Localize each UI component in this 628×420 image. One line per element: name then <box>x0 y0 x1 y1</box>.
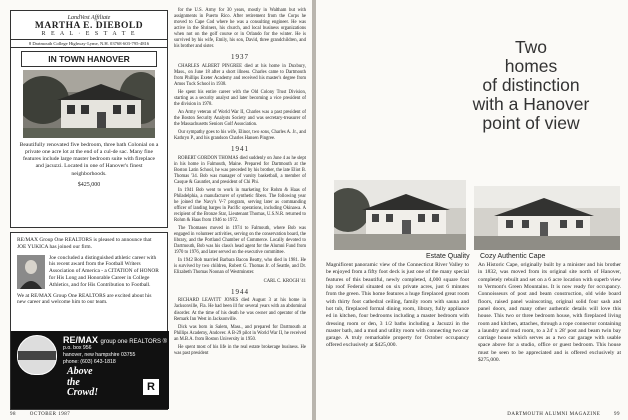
realtor-mark: R <box>143 379 159 395</box>
remax-logo-line <box>63 335 169 345</box>
remax-intro: RE/MAX Group One REALTORS is pleased to announce that JOE YUKICA has joined our firm. <box>17 237 152 250</box>
slogan-line: Crowd! <box>67 387 99 398</box>
cape-heading: Cozy Authentic Cape <box>480 253 546 260</box>
slogan-line: Above <box>67 366 93 377</box>
remax-phone: phone: (603) 643-1818 <box>63 358 116 365</box>
remax-slogan <box>67 367 98 399</box>
diebold-real-estate-ad <box>10 10 168 228</box>
remax-po-box: p.o. box 956 <box>63 345 92 351</box>
colonial-house-photo <box>23 70 155 138</box>
obituary-paragraph: RICHARD LEAVITT JONES died August 3 at his home in Jacksonville, Fla. He had been ill for several years with an abdominal disorder. At the time of his death he was owner and operator of the Remark Inn West in Jacksonville. <box>174 298 306 322</box>
ad-brand-name: MARTHA E. DIEBOLD <box>34 21 144 31</box>
class-year-heading: 1944 <box>231 287 249 296</box>
page-number: 98 <box>10 412 16 417</box>
headline-line: Two <box>514 37 548 57</box>
ad-banner: IN TOWN HANOVER <box>21 51 157 67</box>
obituary-paragraph: for the U.S. Army for 30 years, mostly in Waltham but with assignments in Puerto Rico. After retirement from the Corps he moved to Cape Cod where he was a consulting engineer. He was active in the Shriners, his church, and local business organizations when not on the golf course or in Orlando for the winter. He is survived by his wife, Emily, his son, David, three grandchildren, and his brother and sister. <box>174 8 306 50</box>
issue-date: OCTOBER 1987 <box>29 412 71 417</box>
slogan-line: the <box>67 376 80 388</box>
class-year-heading: 1941 <box>231 145 249 154</box>
estate-house-illustration <box>334 180 466 250</box>
obituary-paragraph: The Thomases moved in 1974 to Falmouth, where Bob was engaged in volunteer activities, serving on the conservation board, the library, and the Portland Chamber of Commerce. Locally devoted to Dartmouth, Bob was his class's head agent for the Alumni Fund from 1970 to 1976, and later served on the executive committee. <box>174 226 306 256</box>
right-page <box>316 0 628 420</box>
right-folio <box>507 412 620 417</box>
cape-house-photo <box>474 186 620 250</box>
remax-logo-panel <box>11 331 169 409</box>
estate-heading: Estate Quality <box>426 253 470 260</box>
remax-ad <box>10 232 168 410</box>
remax-logo-tail: group one REALTORS ® <box>100 339 168 345</box>
obituary-paragraph: He spent most of his life in the real estate brokerage business. He was past president <box>174 344 306 356</box>
ad-brand-subtitle: R E A L · E S T A T E <box>41 31 137 37</box>
magazine-name: DARTMOUTH ALUMNI MAGAZINE <box>507 412 601 417</box>
obituary-paragraph: He spent his entire career with the Old Colony Trust Division, starting as a security analyst and later becoming a vice president of the division in 1978. <box>174 90 306 108</box>
ad-listing-text: Beautifully renovated five bedroom, three bath Colonial on a private one acre lot at the end of a cul-de sac. Many fine features include large master bedroom suite with fireplace and jacuzzi. Located in one of Hanover's finest neighborhoods. <box>19 142 159 177</box>
obituary-paragraph: Dick was born in Salem, Mass., and prepared for Dartmouth at Phillips Academy, Andover. A B-29 pilot in World War II, he received an M.B.A. from Boston University in 1950. <box>174 324 306 342</box>
class-year-heading: 1937 <box>231 53 249 62</box>
left-folio <box>10 412 82 417</box>
obituary-paragraph: An Army veteran of World War II, Charles was a past president of the Boston Security Analysts Society and was secretary-treasurer of the Massachusetts Seniors Golf Association. <box>174 110 306 128</box>
remax-bio: Joe concluded a distinguished athletic career with his recent award from the Football Writers Association of America - a CITATION of HONOR for His Long and Honorable Career in College Athletics, and for His Contribution to Football. <box>49 254 159 288</box>
obituary-paragraph: CHARLES ALBERT PINGREE died at his home in Duxbury, Mass., on June 18 after a short illness. Charles came to Dartmouth from Phillips Exeter Academy and received his master's degree from Amos Tuck School in 1938. <box>174 64 306 88</box>
note-signature: CARL C. KROGH '41 <box>263 278 306 284</box>
ad-address: 8 Dartmouth College Highway·Lyme, N.H. 03768·603-795-4816 <box>11 39 167 48</box>
headline-line: of distinction <box>482 74 580 95</box>
headline-line: homes <box>504 55 558 76</box>
house-illustration <box>23 70 155 138</box>
obituary-paragraph: In 1941 Bob went to work in marketing for Rohm & Haas of Philadelphia, a manufacturer of synthetic fibers. The following year he joined the Navy's V-7 program, serving later as commanding officer of landing barges in Pacific operations, including Okinawa. A recipient of the Bronze Star, Lieutenant Thomas, U.S.N.R. returned to Rohm & Haas from 1946 to 1972. <box>174 188 306 224</box>
estate-description: Magnificent panoramic view of the Connecticut River Valley to be enjoyed from a fifty foot deck is just one of the many special features of this beautiful, newly completed, 4,000 square foot hip roof Federal situated on six private acres, just 6 minutes from the green. This home features a huge fireplaced great room with thirty foot cathedral ceiling, family room with sauna and hot tub, fireplaced formal dining room, library, fully appliance ed in kitchen, four bedrooms including a master bedroom with dressing room or den, 3 1/2 baths including a Jacuzzi in the master bath, and a mud and utility room with connecting two car garage. A truly remarkable property for October occupancy offered exclusively at $425,000. <box>326 262 469 349</box>
headline-line: point of view <box>482 112 580 133</box>
remax-bio-block <box>17 255 161 289</box>
obituary-paragraph: In 1942 Bob married Barbara Bacon Beatty, who died in 1981. He is survived by two children, Robert G. Thomas Jr. of Seattle, and Dr. Elizabeth Thomas Noonan of Westminster. <box>174 258 306 276</box>
ad-affiliate-line: LandVest Affiliate <box>67 15 111 21</box>
joe-yukica-portrait <box>17 255 45 289</box>
remax-city: hanover, new hampshire 03755 <box>63 351 136 358</box>
class-notes-column <box>174 8 306 359</box>
headline-line: with a Hanover <box>472 93 590 114</box>
remax-logo: RE/MAX <box>63 335 99 345</box>
page-number: 99 <box>614 412 620 417</box>
feature-headline <box>441 38 621 132</box>
remax-welcome: We at RE/MAX Group One REALTORS are excited about his new career and welcome him to our team. <box>17 292 152 306</box>
obituary-paragraph: Our sympathy goes to his wife, Elinor, two sons, Charles A. Jr., and Kathryn P., and his grandson Charles Hansen Pingree. <box>174 130 306 142</box>
obituary-paragraph: ROBERT GORDON THOMAS died suddenly on June 4 as he slept in his home in Falmouth, Maine. Prepared for Dartmouth at the Boston Latin School, he was preceded by his brother, the late Eliot B. Thomas '34. Bob was manager of varsity basketball, a member of Casque & Gauntlet, and president of Chi Phi. <box>174 156 306 186</box>
hot-air-balloon-icon <box>17 335 57 375</box>
left-page <box>0 0 312 420</box>
cape-house-illustration <box>474 186 620 250</box>
cape-description: An Historic Cape, originally built by a minister and his brother in 1832, was moved from its original site north of Hanover, completely rebuilt and set on a 6 acre location with superb view to Vermont's Green Mountains. It is now ready for occupancy. Connoisseurs of post and beam construction, old wide board floors, raised panel wainscoting, original solid four sash and panel doors, and many other authentic details will love this house. This two or three bedroom house, with fireplaced living room and kitchen, attaches, through a rope connector containing a laundry and mud room, to a 24' x 28' post and beam twin bay carriage house which serves as a two car garage with usable space above for a studio, office or guest bedroom. This house must be seen to be appreciated and is offered exclusively at $275,000. <box>478 262 621 364</box>
ad-price: $425,000 <box>77 181 101 188</box>
portrait-illustration <box>17 255 45 289</box>
estate-house-photo <box>334 180 466 250</box>
